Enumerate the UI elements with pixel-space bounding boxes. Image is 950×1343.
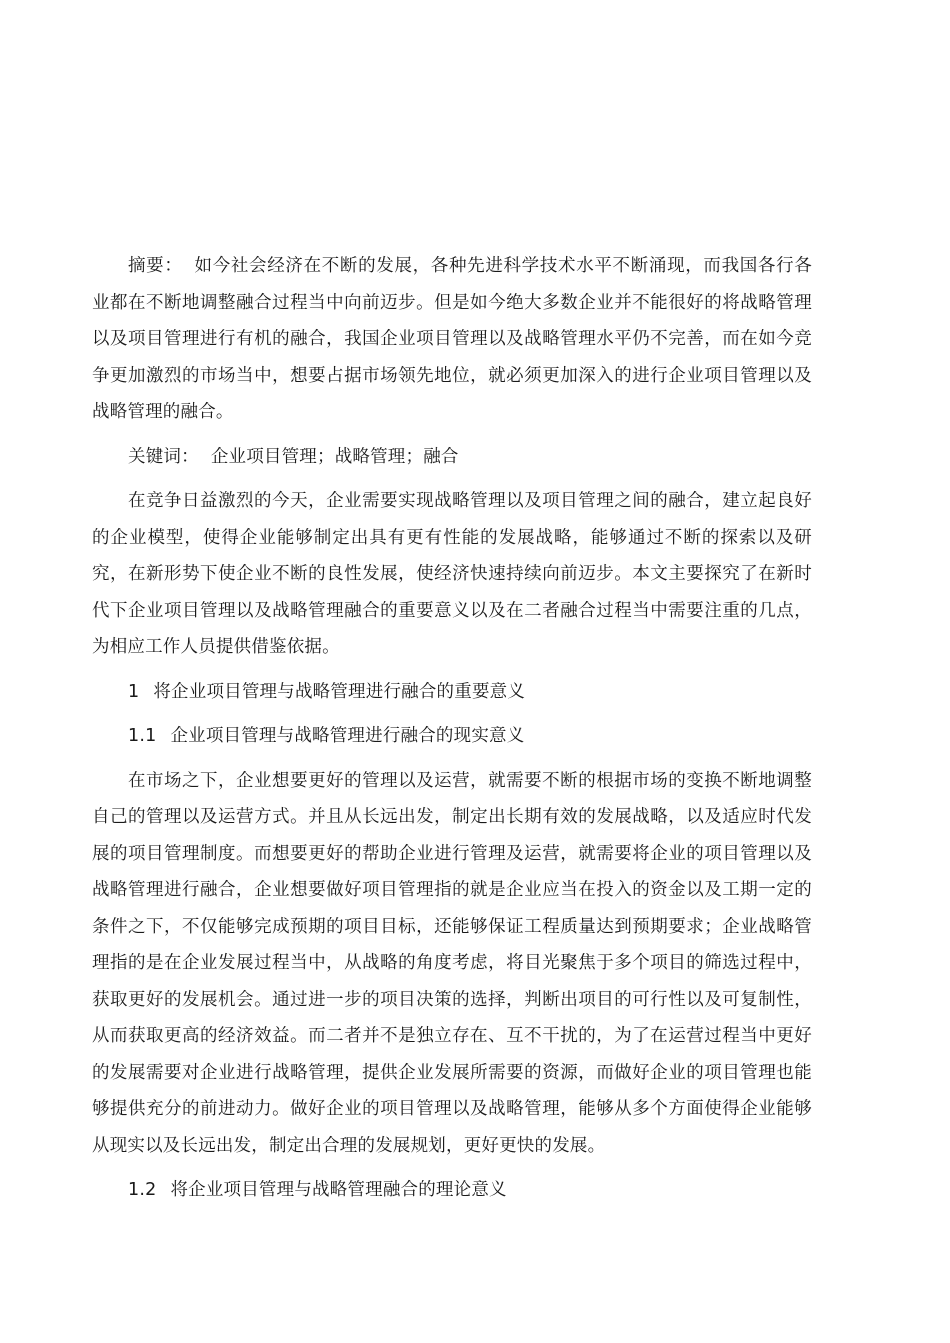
- spacer: [92, 755, 812, 763]
- section-1-1-number: 1.1: [128, 726, 157, 746]
- spacer: [92, 710, 812, 718]
- section-1-heading: [92, 674, 812, 711]
- document-body: [92, 248, 812, 1209]
- keywords-label: 关键词：: [128, 446, 199, 467]
- section-1-2-number: 1.2: [128, 1180, 157, 1200]
- section-1-number: 1: [128, 681, 140, 702]
- abstract-paragraph: [92, 248, 812, 431]
- section-1-1-body: 在市场之下，企业想要更好的管理以及运营，就需要不断的根据市场的变换不断地调整自己的管理以及运营方式。并且从长远出发，制定出长期有效的发展战略，以及适应时代发展的项目管理制度。而想要更好的帮助企业进行管理及运营，就需要将企业的项目管理以及战略管理进行融合，企业想要做好项目管理指的就是企业应当在投入的资金以及工期一定的条件之下，不仅能够完成预期的项目目标，还能够保证工程质量达到预期要求；企业战略管理指的是在企业发展过程当中，从战略的角度考虑，将目光聚焦于多个项目的筛选过程中，获取更好的发展机会。通过进一步的项目决策的选择，判断出项目的可行性以及可复制性，从而获取更高的经济效益。而二者并不是独立存在、互不干扰的，为了在运营过程当中更好的发展需要对企业进行战略管理，提供企业发展所需要的资源，而做好企业的项目管理也能够提供充分的前进动力。做好企业的项目管理以及战略管理，能够从多个方面使得企业能够从现实以及长远出发，制定出合理的发展规划，更好更快的发展。: [92, 770, 812, 1156]
- spacer: [92, 666, 812, 674]
- abstract-text: 如今社会经济在不断的发展，各种先进科学技术水平不断涌现，而我国各行各业都在不断地调整融合过程当中向前迈步。但是如今绝大多数企业并不能很好的将战略管理以及项目管理进行有机的融合，我国企业项目管理以及战略管理水平仍不完善，而在如今竞争更加激烈的市场当中，想要占据市场领先地位，就必须更加深入的进行企业项目管理以及战略管理的融合。: [92, 256, 812, 422]
- section-1-title: 将企业项目管理与战略管理进行融合的重要意义: [153, 681, 526, 702]
- section-1-2-heading: [92, 1172, 812, 1209]
- spacer: [92, 475, 812, 483]
- keywords-text: 企业项目管理；战略管理；融合: [210, 446, 459, 467]
- spacer: [92, 431, 812, 439]
- intro-paragraph: 在竞争日益激烈的今天，企业需要实现战略管理以及项目管理之间的融合，建立起良好的企业模型，使得企业能够制定出具有更有性能的发展战略，能够通过不断的探索以及研究，在新形势下使企业不断的良性发展，使经济快速持续向前迈步。本文主要探究了在新时代下企业项目管理以及战略管理融合的重要意义以及在二者融合过程当中需要注重的几点，为相应工作人员提供借鉴依据。: [92, 491, 812, 657]
- spacer: [92, 1164, 812, 1172]
- section-1-2-title: 将企业项目管理与战略管理融合的理论意义: [170, 1180, 507, 1200]
- section-1-1-title: 企业项目管理与战略管理进行融合的现实意义: [170, 726, 525, 746]
- section-1-1-heading: [92, 718, 812, 755]
- abstract-label: 摘要：: [128, 256, 183, 276]
- keywords-line: [92, 439, 812, 476]
